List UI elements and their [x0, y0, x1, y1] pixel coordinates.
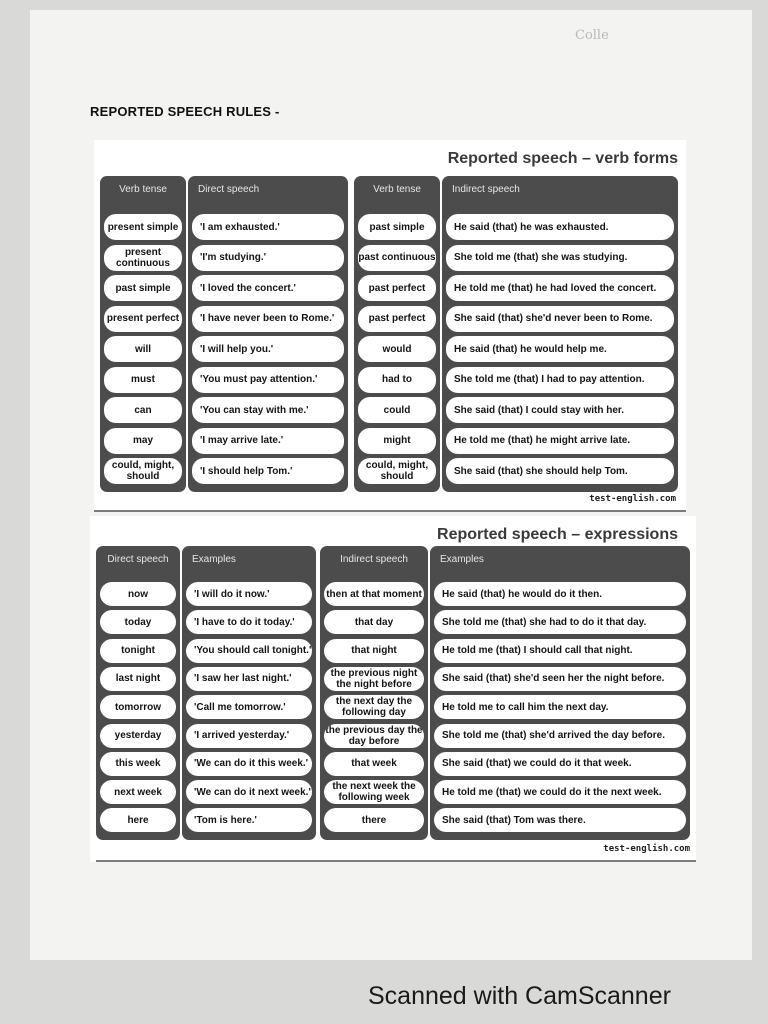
verb-forms-card — [94, 140, 686, 512]
verb-forms-column-1 — [100, 176, 186, 492]
verb-forms-cell: He said (that) he was exhausted. — [446, 214, 674, 240]
expressions-cell: that day — [324, 610, 424, 634]
expressions-column-header: Examples — [192, 554, 236, 565]
verb-forms-footer: test-english.com — [589, 494, 676, 504]
expressions-bottom-rule — [96, 860, 696, 862]
expressions-card — [90, 516, 696, 862]
verb-forms-cell: She told me (that) she was studying. — [446, 245, 674, 271]
expressions-cell: the previous night the night before — [324, 667, 424, 691]
expressions-cell: 'I will do it now.' — [186, 582, 312, 606]
verb-forms-column-header: Indirect speech — [452, 184, 520, 195]
expressions-column-2 — [182, 546, 316, 840]
expressions-cell: tomorrow — [100, 695, 176, 719]
expressions-cell: that week — [324, 752, 424, 776]
expressions-column-3 — [320, 546, 428, 840]
expressions-cell: 'We can do it this week.' — [186, 752, 312, 776]
verb-forms-cell: could — [358, 397, 436, 423]
verb-forms-column-header: Verb tense — [119, 184, 167, 195]
expressions-cell: She told me (that) she'd arrived the day before. — [434, 724, 686, 748]
expressions-cell: this week — [100, 752, 176, 776]
expressions-cell: He told me (that) we could do it the next week. — [434, 780, 686, 804]
expressions-cell: yesterday — [100, 724, 176, 748]
verb-forms-column-header: Verb tense — [373, 184, 421, 195]
expressions-cell: 'Tom is here.' — [186, 808, 312, 832]
verb-forms-cell: past simple — [358, 214, 436, 240]
verb-forms-cell: may — [104, 428, 182, 454]
verb-forms-cell: would — [358, 336, 436, 362]
verb-forms-column-2 — [188, 176, 348, 492]
verb-forms-cell: 'I should help Tom.' — [192, 458, 344, 484]
expressions-cell: the next day the following day — [324, 695, 424, 719]
verb-forms-cell: She told me (that) I had to pay attention. — [446, 367, 674, 393]
expressions-cell: now — [100, 582, 176, 606]
expressions-cell: 'I have to do it today.' — [186, 610, 312, 634]
verb-forms-cell: 'I have never been to Rome.' — [192, 306, 344, 332]
verb-forms-title: Reported speech – verb forms — [447, 150, 678, 167]
verb-forms-cell: could, might, should — [104, 458, 182, 484]
expressions-cell: the next week the following week — [324, 780, 424, 804]
verb-forms-cell: might — [358, 428, 436, 454]
expressions-cell: here — [100, 808, 176, 832]
expressions-cell: tonight — [100, 639, 176, 663]
expressions-cell: He said (that) he would do it then. — [434, 582, 686, 606]
expressions-cell: 'We can do it next week.' — [186, 780, 312, 804]
expressions-cell: She said (that) Tom was there. — [434, 808, 686, 832]
expressions-column-4 — [430, 546, 690, 840]
expressions-cell: She said (that) she'd seen her the night before. — [434, 667, 686, 691]
verb-forms-cell: He told me (that) he might arrive late. — [446, 428, 674, 454]
verb-forms-cell: 'I may arrive late.' — [192, 428, 344, 454]
verb-forms-cell: She said (that) she'd never been to Rome. — [446, 306, 674, 332]
expressions-cell: the previous day the day before — [325, 724, 423, 747]
verb-forms-cell: could, might, should — [358, 458, 436, 484]
expressions-cell: last night — [100, 667, 176, 691]
verb-forms-bottom-rule — [94, 510, 686, 512]
expressions-cell: that night — [324, 639, 424, 663]
expressions-cell: She told me (that) she had to do it that day. — [434, 610, 686, 634]
expressions-cell: next week — [100, 780, 176, 804]
verb-forms-cell: past perfect — [358, 275, 436, 301]
verb-forms-cell: She said (that) she should help Tom. — [446, 458, 674, 484]
verb-forms-cell: present simple — [104, 214, 182, 240]
verb-forms-cell: past continuous — [358, 245, 436, 271]
handwritten-scribble: Colle — [575, 28, 609, 43]
page-title: REPORTED SPEECH RULES - — [90, 104, 280, 119]
expressions-cell: today — [100, 610, 176, 634]
expressions-title: Reported speech – expressions — [437, 526, 678, 543]
expressions-cell: 'Call me tomorrow.' — [186, 695, 312, 719]
expressions-column-header: Direct speech — [107, 554, 169, 565]
expressions-cell: then at that moment — [324, 582, 424, 606]
expressions-cell: 'I saw her last night.' — [186, 667, 312, 691]
verb-forms-column-3 — [354, 176, 440, 492]
expressions-column-1 — [96, 546, 180, 840]
verb-forms-cell: 'You can stay with me.' — [192, 397, 344, 423]
expressions-column-header: Examples — [440, 554, 484, 565]
verb-forms-cell: must — [104, 367, 182, 393]
verb-forms-cell: He said (that) he would help me. — [446, 336, 674, 362]
verb-forms-cell: 'I loved the concert.' — [192, 275, 344, 301]
expressions-cell: 'You should call tonight.' — [186, 639, 312, 663]
expressions-column-header: Indirect speech — [340, 554, 408, 565]
verb-forms-cell: present continuous — [104, 245, 182, 271]
verb-forms-cell: 'You must pay attention.' — [192, 367, 344, 393]
verb-forms-cell: 'I will help you.' — [192, 336, 344, 362]
expressions-footer: test-english.com — [603, 844, 690, 854]
verb-forms-cell: will — [104, 336, 182, 362]
verb-forms-cell: past perfect — [358, 306, 436, 332]
verb-forms-cell: can — [104, 397, 182, 423]
expressions-cell: 'I arrived yesterday.' — [186, 724, 312, 748]
verb-forms-column-4 — [442, 176, 678, 492]
expressions-cell: She said (that) we could do it that week. — [434, 752, 686, 776]
expressions-cell: He told me to call him the next day. — [434, 695, 686, 719]
verb-forms-cell: present perfect — [104, 306, 182, 332]
verb-forms-cell: He told me (that) he had loved the concert. — [446, 275, 674, 301]
verb-forms-cell: past simple — [104, 275, 182, 301]
expressions-cell: He told me (that) I should call that night. — [434, 639, 686, 663]
verb-forms-cell: had to — [358, 367, 436, 393]
expressions-cell: there — [324, 808, 424, 832]
camscanner-watermark: Scanned with CamScanner — [368, 982, 671, 1010]
verb-forms-cell: 'I'm studying.' — [192, 245, 344, 271]
verb-forms-column-header: Direct speech — [198, 184, 260, 195]
verb-forms-cell: She said (that) I could stay with her. — [446, 397, 674, 423]
verb-forms-cell: 'I am exhausted.' — [192, 214, 344, 240]
